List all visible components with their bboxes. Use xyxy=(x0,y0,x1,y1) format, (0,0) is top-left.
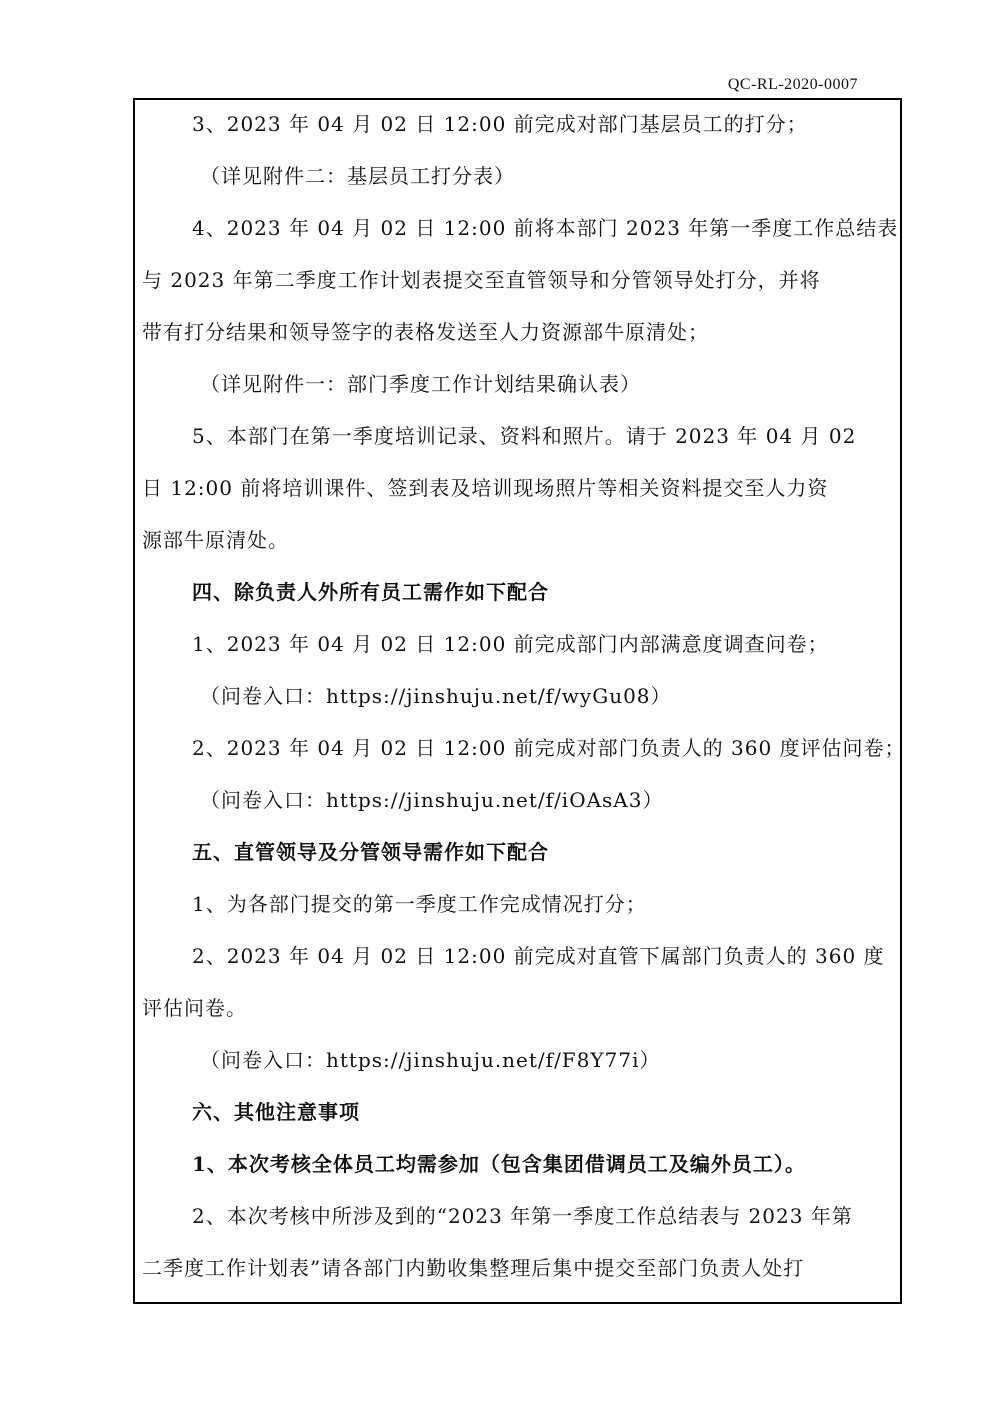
survey-link-2: （问卷入口：https://jinshuju.net/f/iOAsA3） xyxy=(200,788,664,812)
paragraph-item-4-cont-2: 带有打分结果和领导签字的表格发送至人力资源部牛原清处； xyxy=(142,320,709,344)
paragraph-item-3: 3、2023 年 04 月 02 日 12:00 前完成对部门基层员工的打分； xyxy=(192,112,808,136)
section-6-item-1: 1、本次考核全体员工均需参加（包含集团借调员工及编外员工）。 xyxy=(192,1152,806,1176)
section-heading-5: 五、直管领导及分管领导需作如下配合 xyxy=(192,840,549,864)
section-6-item-2: 2、本次考核中所涉及到的“2023 年第一季度工作总结表与 2023 年第 xyxy=(192,1204,853,1228)
survey-link-3: （问卷入口：https://jinshuju.net/f/F8Y77i） xyxy=(200,1048,661,1072)
paragraph-item-4-cont-1: 与 2023 年第二季度工作计划表提交至直管领导和分管领导处打分，并将 xyxy=(142,268,821,292)
section-5-item-2: 2、2023 年 04 月 02 日 12:00 前完成对直管下属部门负责人的 360 度 xyxy=(192,944,885,968)
section-4-item-1: 1、2023 年 04 月 02 日 12:00 前完成部门内部满意度调查问卷； xyxy=(192,632,829,656)
document-code: QC-RL-2020-0007 xyxy=(727,76,858,93)
paragraph-note-attachment-2: （详见附件二：基层员工打分表） xyxy=(200,164,515,188)
paragraph-item-5: 5、本部门在第一季度培训记录、资料和照片。请于 2023 年 04 月 02 xyxy=(192,424,857,448)
section-heading-6: 六、其他注意事项 xyxy=(192,1100,360,1124)
section-6-item-2-cont: 二季度工作计划表”请各部门内勤收集整理后集中提交至部门负责人处打 xyxy=(142,1256,805,1280)
section-5-item-2-cont: 评估问卷。 xyxy=(142,996,247,1020)
section-heading-4: 四、除负责人外所有员工需作如下配合 xyxy=(192,580,549,604)
section-4-item-2: 2、2023 年 04 月 02 日 12:00 前完成对部门负责人的 360 度评估问卷； xyxy=(192,736,906,760)
survey-link-1: （问卷入口：https://jinshuju.net/f/wyGu08） xyxy=(200,684,672,708)
paragraph-item-5-cont-2: 源部牛原清处。 xyxy=(142,528,289,552)
section-5-item-1: 1、为各部门提交的第一季度工作完成情况打分； xyxy=(192,892,647,916)
paragraph-note-attachment-1: （详见附件一：部门季度工作计划结果确认表） xyxy=(200,372,641,396)
paragraph-item-4: 4、2023 年 04 月 02 日 12:00 前将本部门 2023 年第一季度工作总结表 xyxy=(192,216,899,240)
paragraph-item-5-cont-1: 日 12:00 前将培训课件、签到表及培训现场照片等相关资料提交至人力资 xyxy=(142,476,829,500)
